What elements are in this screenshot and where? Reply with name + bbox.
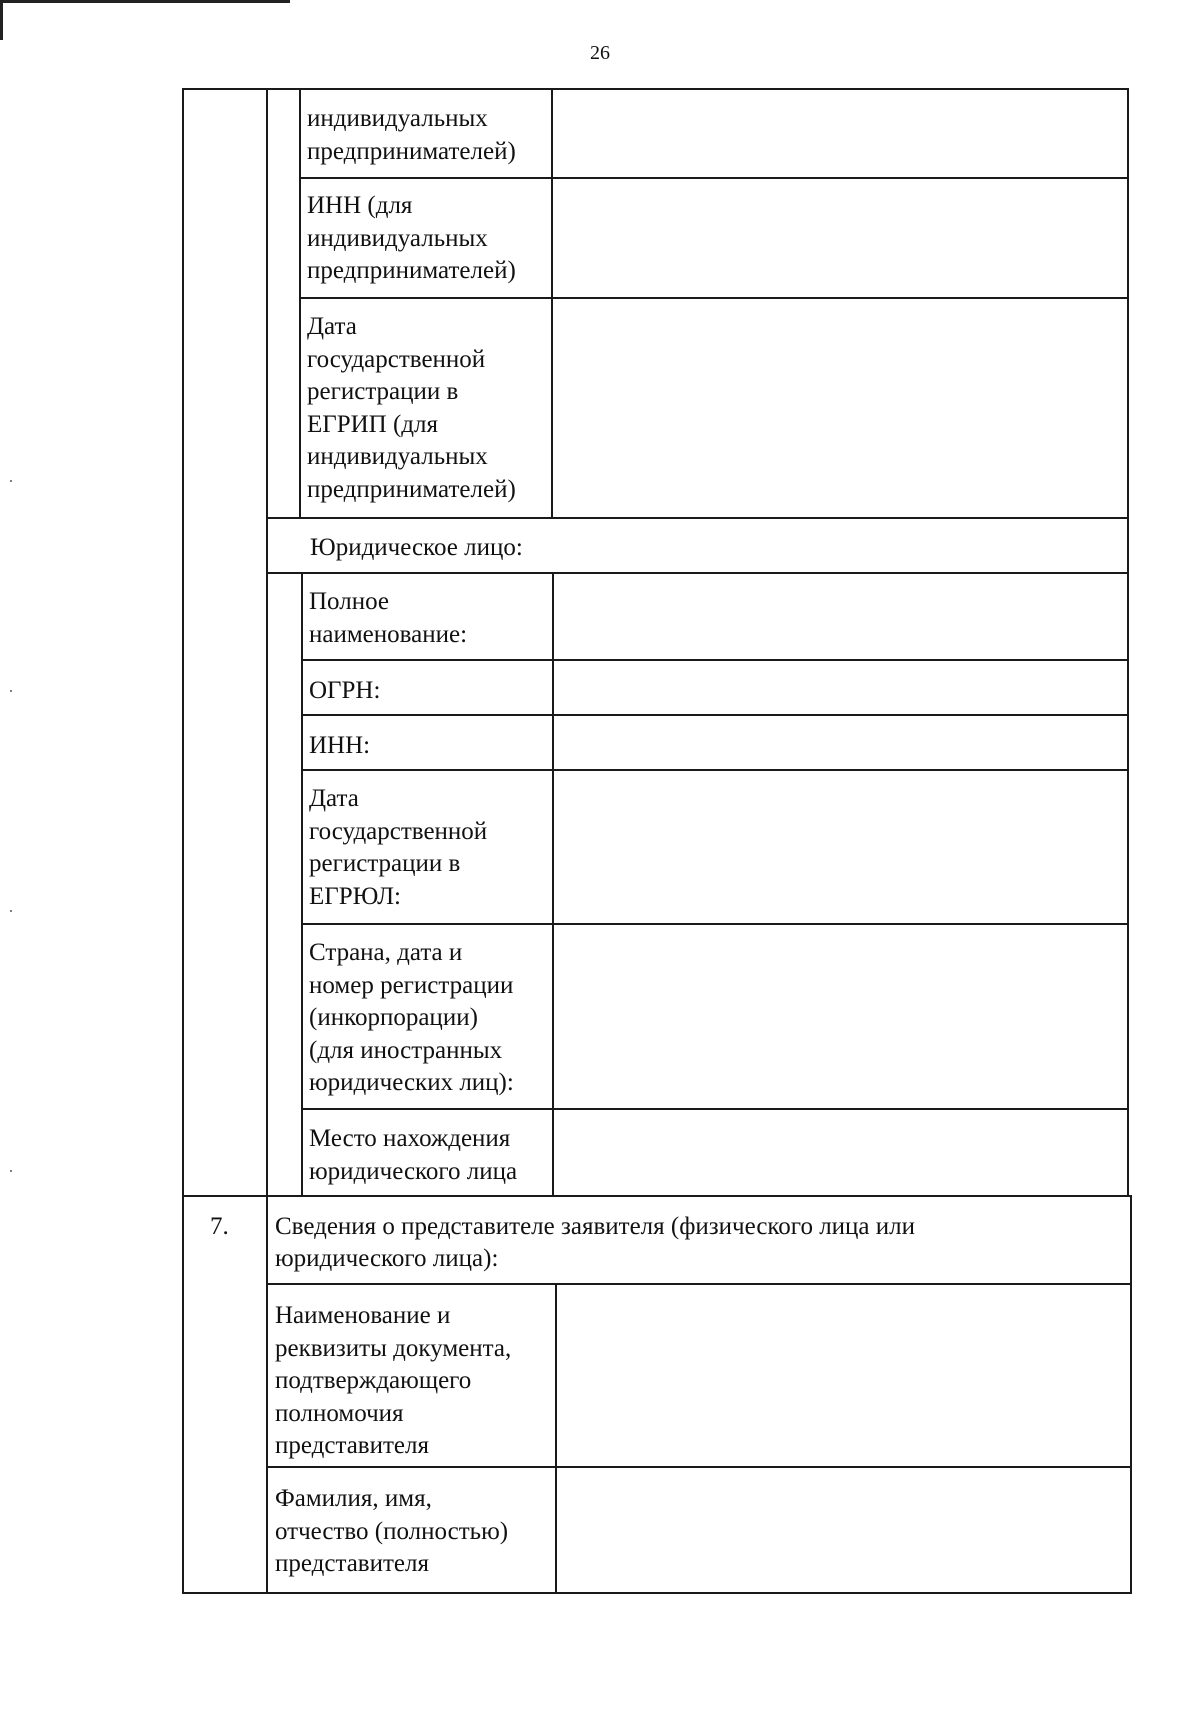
legal-full-name-value-field[interactable] (554, 574, 1127, 659)
scan-edge-left (0, 0, 3, 40)
table-border-right (1127, 88, 1129, 1196)
legal-ogrn-value-field[interactable] (554, 661, 1127, 714)
subcolumn-divider (301, 573, 303, 1196)
number-column-divider (266, 88, 268, 1594)
legal-egrul-date-label: Дата государственной регистрации в ЕГРЮЛ: (309, 785, 488, 910)
ip-inn-label: ИНН (для индивидуальных предпринимателей) (307, 192, 516, 284)
rep-full-name-label: Фамилия, имя, отчество (полностью) представителя (275, 1485, 509, 1577)
subcolumn-divider (299, 88, 301, 518)
rep-authority-document-value-field[interactable] (557, 1285, 1130, 1466)
section-7-title: Сведения о представителе заявителя (физического лица или юридического лица): (275, 1213, 916, 1272)
ip-row-label: индивидуальных предпринимателей) (307, 105, 516, 165)
rep-full-name-value-field[interactable] (557, 1468, 1130, 1592)
rep-authority-document-label: Наименование и реквизиты документа, подтверждающего полномочия представителя (275, 1302, 512, 1459)
legal-egrul-date-value-field[interactable] (554, 771, 1127, 923)
legal-address-label: Место нахождения юридического лица (309, 1125, 518, 1185)
scan-speck (10, 1170, 12, 1172)
legal-inn-label: ИНН: (309, 732, 371, 759)
legal-inn-value-field[interactable] (554, 716, 1127, 769)
scan-speck (10, 480, 12, 482)
scan-speck (10, 690, 12, 692)
ip-row-value-field[interactable] (553, 90, 1127, 177)
ip-egrip-date-value-field[interactable] (553, 299, 1127, 517)
page-number: 26 (590, 42, 610, 64)
ip-inn-value-field[interactable] (553, 179, 1127, 297)
legal-ogrn-label: ОГРН: (309, 677, 381, 704)
legal-full-name-label: Полное наименование: (309, 588, 468, 648)
row-rule (266, 517, 1129, 519)
table-border-left (182, 88, 184, 1594)
table-border-bottom (182, 1592, 1132, 1594)
legal-foreign-registration-value-field[interactable] (554, 925, 1127, 1108)
scan-edge-top (0, 0, 290, 3)
legal-entity-header: Юридическое лицо: (310, 534, 523, 561)
ip-egrip-date-label: Дата государственной регистрации в ЕГРИП (для индивидуальных предпринимателей) (307, 313, 516, 503)
scan-speck (10, 910, 12, 912)
legal-foreign-registration-label: Страна, дата и номер регистрации (инкорпорации) (для иностранных юридических лиц): (309, 939, 514, 1096)
row-rule (182, 1195, 1132, 1197)
section-7-number: 7. (210, 1213, 229, 1240)
table-border-right (1130, 1196, 1132, 1594)
legal-address-value-field[interactable] (554, 1110, 1127, 1195)
